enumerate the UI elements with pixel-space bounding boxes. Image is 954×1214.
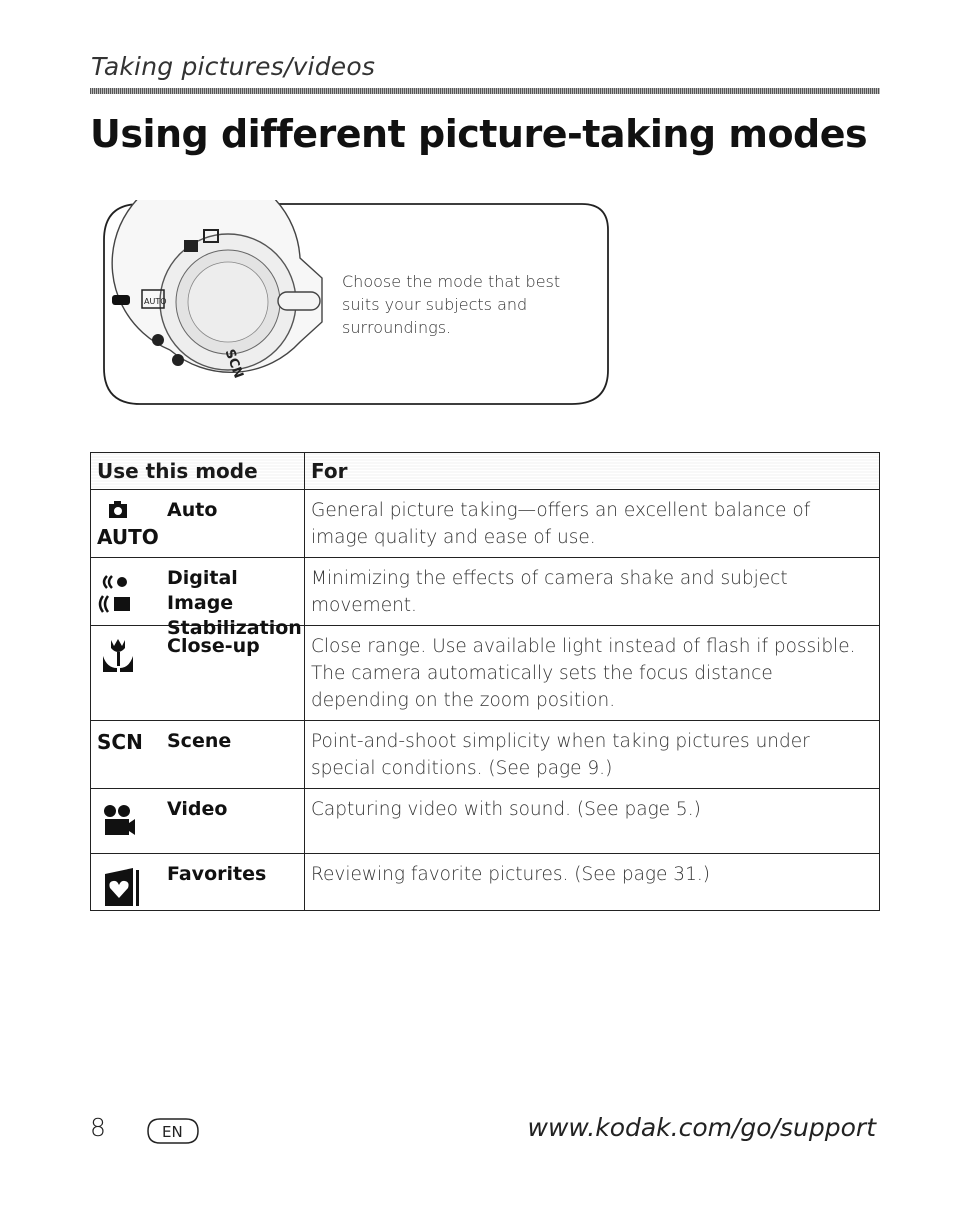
mode-name: Video xyxy=(167,798,228,820)
favorites-heart-icon xyxy=(97,862,159,916)
header-use-this-mode: Use this mode xyxy=(91,453,305,490)
table-row xyxy=(91,721,880,789)
support-url: www.kodak.com/go/support xyxy=(527,1113,876,1142)
scene-scn-icon xyxy=(97,729,159,783)
mode-name: Digital Image Stabilization xyxy=(167,567,302,639)
mode-description: Reviewing favorite pictures. (See page 31.) xyxy=(305,854,880,911)
table-row xyxy=(91,490,880,558)
mode-cell xyxy=(91,789,305,854)
mode-description: Minimizing the effects of camera shake and subject movement. xyxy=(305,558,880,626)
mode-name: Favorites xyxy=(167,863,267,885)
mode-cell xyxy=(91,558,305,639)
mode-name: Close-up xyxy=(167,635,260,657)
mode-name: Auto xyxy=(167,499,218,521)
svg-text:SCN: SCN xyxy=(97,730,143,754)
mode-description: Close range. Use available light instead of flash if possible. The camera automatically sets the focus distance depending on the zoom position. xyxy=(305,626,880,721)
language-badge xyxy=(146,1117,200,1145)
mode-description: General picture taking—offers an excellent balance of image quality and ease of use. xyxy=(305,490,880,558)
mode-description: Capturing video with sound. (See page 5.) xyxy=(305,789,880,854)
svg-text:EN: EN xyxy=(162,1123,183,1141)
header-for: For xyxy=(305,453,880,490)
mode-cell xyxy=(91,490,305,558)
page-title: Using different picture-taking modes xyxy=(90,112,868,156)
header-rule xyxy=(90,88,880,94)
mode-cell xyxy=(91,721,305,789)
table-row xyxy=(91,558,880,626)
digital-image-stabilization-icon xyxy=(97,566,159,620)
camera-auto-icon xyxy=(97,498,159,552)
table-row xyxy=(91,854,880,911)
mode-name: Scene xyxy=(167,730,232,752)
mode-cell xyxy=(91,626,305,721)
page-number: 8 xyxy=(90,1113,106,1142)
table-header-row xyxy=(91,453,880,490)
mode-description: Point-and-shoot simplicity when taking pictures under special conditions. (See page 9.) xyxy=(305,721,880,789)
svg-text:SCN: SCN xyxy=(221,347,246,381)
mode-cell xyxy=(91,854,305,911)
table-row xyxy=(91,626,880,721)
table-row xyxy=(91,789,880,854)
video-camera-icon xyxy=(97,797,159,851)
dial-caption: Choose the mode that best suits your subjects and surroundings. xyxy=(342,272,561,337)
close-up-tulip-icon xyxy=(97,634,159,688)
svg-text:AUTO: AUTO xyxy=(144,297,167,306)
svg-text:AUTO: AUTO xyxy=(97,525,159,549)
modes-table xyxy=(90,452,880,911)
running-head: Taking pictures/videos xyxy=(91,52,376,81)
